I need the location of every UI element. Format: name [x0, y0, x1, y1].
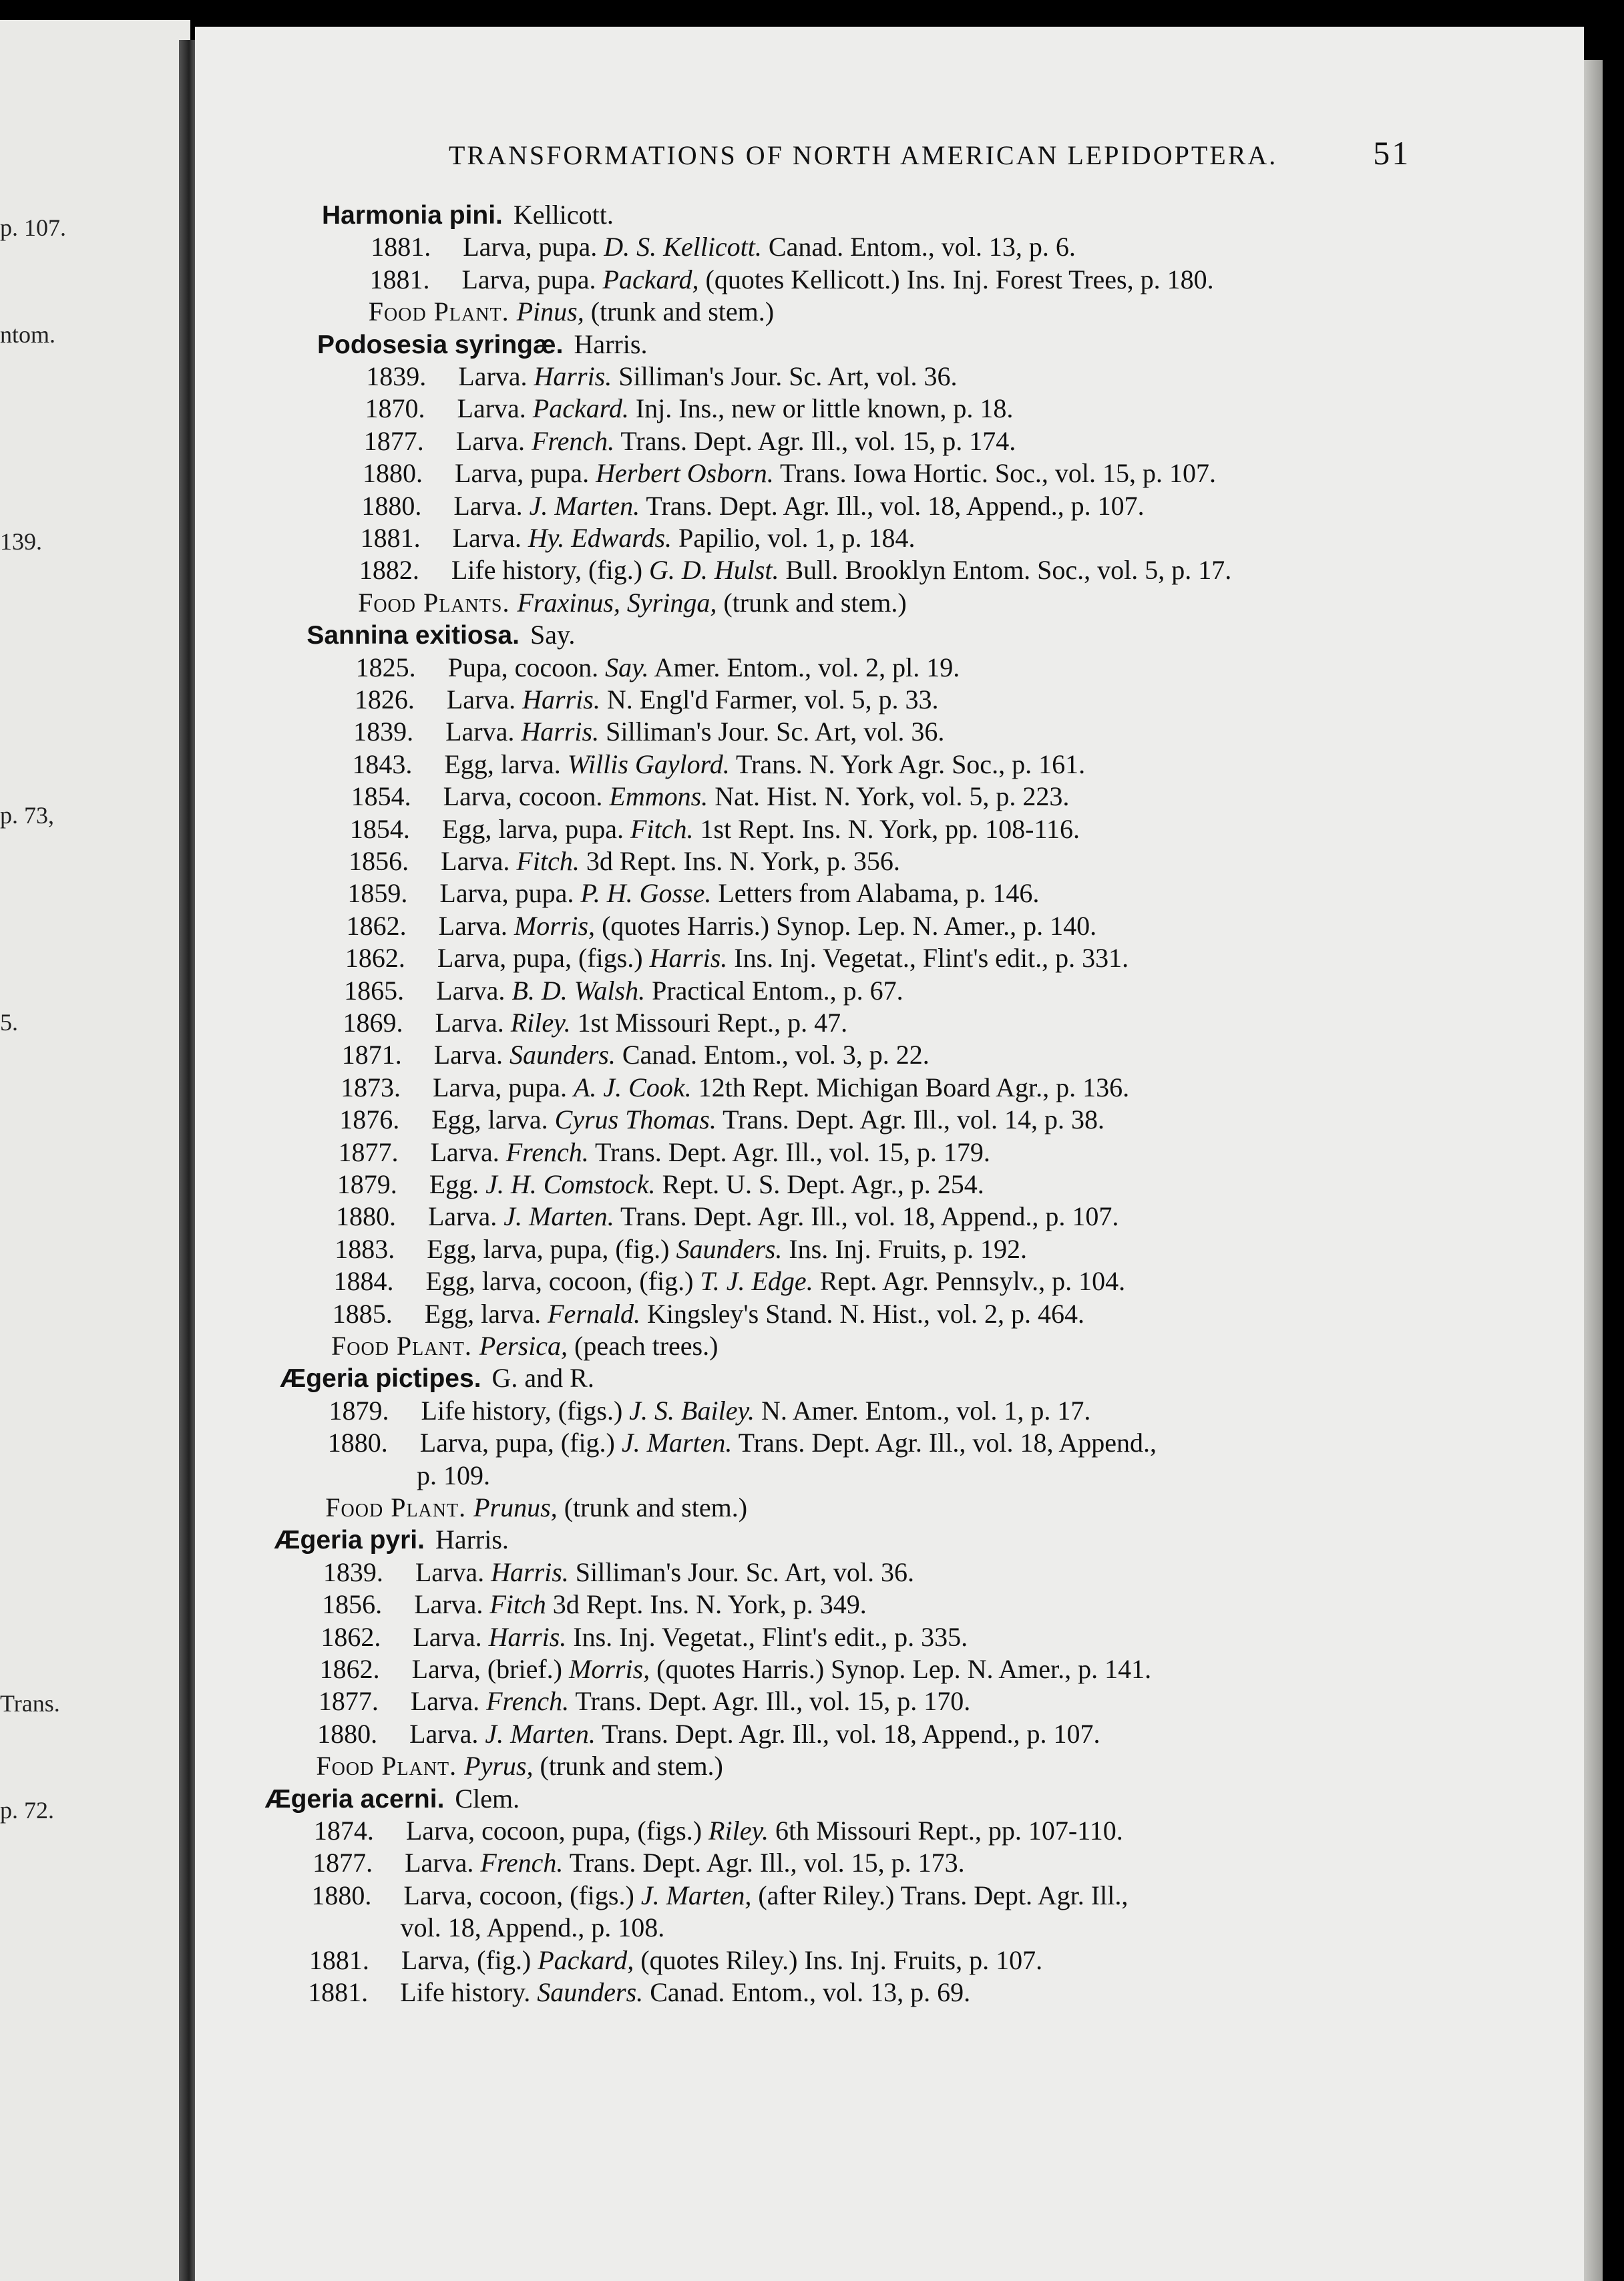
entry-observer: J. Marten.: [503, 1201, 614, 1232]
bibliography-entry: [311, 1881, 1128, 1910]
entry-reference: 12th Rept. Michigan Board Agr., p. 136.: [691, 1072, 1130, 1102]
entry-year: 1879.: [329, 1395, 389, 1426]
entry-stage: Larva.: [453, 490, 530, 521]
entry-year: 1882.: [359, 555, 419, 586]
entry-observer: Packard.: [532, 393, 629, 424]
bibliography-entry: [342, 1040, 930, 1070]
food-plant-note: (peach trees.): [568, 1331, 719, 1361]
bibliography-entry: [334, 1267, 1126, 1296]
species-author: Harris.: [574, 329, 648, 359]
left-page-fragment: p. 73,: [0, 802, 54, 829]
bibliography-entry: [336, 1202, 1119, 1231]
food-plant-name: Prunus,: [473, 1492, 558, 1522]
entry-year: 1856.: [322, 1589, 383, 1620]
bibliography-entry: [359, 556, 1231, 585]
entry-observer: Morris,: [514, 910, 596, 941]
bibliography-entry: [333, 1299, 1084, 1329]
entry-year: 1839.: [353, 716, 414, 747]
bibliography-entry: [345, 944, 1129, 973]
entry-stage: Egg, larva.: [424, 1298, 548, 1329]
entry-reference: Ins. Inj. Fruits, p. 192.: [782, 1233, 1028, 1264]
bibliography-entry: [351, 782, 1070, 811]
entry-reference: Inj. Ins., new or little known, p. 18.: [628, 393, 1014, 424]
entry-observer: Fitch.: [516, 846, 580, 876]
entry-observer: Harris.: [649, 943, 728, 974]
entry-reference: Trans. Dept. Agr. Ill., vol. 18, Append., p. 107.: [595, 1718, 1100, 1749]
entry-reference: Silliman's Jour. Sc. Art, vol. 36.: [612, 361, 958, 391]
entry-reference: Amer. Entom., vol. 2, pl. 19.: [648, 652, 960, 682]
entry-reference: Trans. Dept. Agr. Ill., vol. 15, p. 173.: [563, 1848, 965, 1878]
entry-observer: Fitch.: [630, 813, 694, 844]
entry-reference: (quotes Harris.) Synop. Lep. N. Amer., p. 140.: [595, 910, 1097, 941]
entry-observer: J. Marten,: [640, 1880, 752, 1910]
entry-stage: Life history, (figs.): [421, 1395, 630, 1426]
entry-observer: Herbert Osborn.: [596, 458, 774, 489]
entry-reference: Silliman's Jour. Sc. Art, vol. 36.: [599, 716, 945, 747]
entry-observer: Saunders.: [509, 1040, 616, 1070]
entry-observer: B. D. Walsh.: [512, 975, 646, 1006]
bibliography-entry: [361, 491, 1144, 521]
entry-stage: Larva, (brief.): [411, 1654, 569, 1684]
bibliography-entry: [347, 911, 1096, 941]
entry-year: 1870.: [365, 393, 425, 424]
running-title: TRANSFORMATIONS OF NORTH AMERICAN LEPIDOPTERA.: [449, 140, 1278, 170]
bibliography-entry: [320, 1655, 1152, 1684]
food-plant-label: Food Plants.: [358, 587, 518, 618]
entry-reference: Nat. Hist. N. York, vol. 5, p. 223.: [708, 781, 1070, 812]
entry-stage: Egg, larva.: [444, 749, 568, 779]
species-name: Podosesia syringæ.: [317, 330, 564, 359]
entry-observer: Harris.: [491, 1557, 569, 1587]
entry-year: 1854.: [349, 813, 410, 844]
entry-stage: Larva.: [414, 1589, 490, 1620]
bibliography-entry: [366, 362, 957, 391]
food-plant-note: (trunk and stem.): [584, 296, 775, 327]
entry-reference: 3d Rept. Ins. N. York, p. 356.: [579, 846, 900, 876]
entry-observer: J. Marten.: [485, 1718, 596, 1749]
entry-stage: Egg, larva.: [431, 1104, 555, 1135]
entry-reference: Trans. Dept. Agr. Ill., vol. 14, p. 38.: [716, 1104, 1104, 1135]
entry-reference: Practical Entom., p. 67.: [645, 975, 903, 1006]
species-author: Clem.: [455, 1783, 520, 1814]
entry-year: 1884.: [333, 1266, 394, 1297]
entry-stage: Larva, pupa.: [463, 232, 604, 262]
entry-year: 1856.: [349, 846, 409, 876]
entry-reference: (quotes Riley.) Ins. Inj. Fruits, p. 107.: [634, 1944, 1043, 1975]
entry-reference: Canad. Entom., vol. 13, p. 69.: [643, 1977, 971, 2007]
entry-reference: (quotes Kellicott.) Ins. Inj. Forest Trees, p. 180.: [698, 264, 1214, 294]
entry-observer: Harris.: [522, 684, 600, 714]
book-page: [195, 27, 1584, 2281]
food-plant-name: Pinus,: [516, 296, 584, 327]
food-plant-name: Pyrus,: [464, 1751, 534, 1782]
entry-reference: 1st Rept. Ins. N. York, pp. 108-116.: [693, 813, 1080, 844]
entry-stage: Egg.: [429, 1169, 486, 1199]
entry-stage: Larva, pupa.: [432, 1072, 574, 1102]
entry-stage: Larva.: [438, 910, 514, 941]
entry-year: 1885.: [332, 1298, 393, 1329]
entry-observer: Harris.: [534, 361, 612, 391]
entry-reference: Rept. U. S. Dept. Agr., p. 254.: [655, 1169, 984, 1199]
entry-year: 1871.: [341, 1040, 402, 1070]
entry-reference: Trans. Dept. Agr. Ill., vol. 15, p. 174.: [614, 425, 1016, 456]
entry-reference: Trans. Dept. Agr. Ill., vol. 18, Append.,: [732, 1428, 1157, 1458]
entry-reference: Trans. Iowa Hortic. Soc., vol. 15, p. 107.: [773, 458, 1216, 489]
entry-reference: 6th Missouri Rept., pp. 107-110.: [769, 1816, 1123, 1846]
bibliography-entry: [370, 265, 1214, 294]
left-page-fragment: p. 107.: [0, 214, 66, 241]
left-page-fragment: Trans.: [0, 1690, 60, 1717]
bibliography-entry: [365, 394, 1014, 423]
bibliography-entry: [371, 232, 1076, 262]
bibliography-entry: [350, 815, 1080, 844]
entry-stage: Egg, larva, pupa, (fig.): [427, 1233, 676, 1264]
bibliography-entry: [364, 427, 1016, 456]
entry-stage: Larva.: [436, 975, 512, 1006]
species-name: Ægeria acerni.: [264, 1784, 445, 1814]
species-author: Say.: [530, 620, 576, 650]
entry-stage: Larva, pupa.: [455, 458, 596, 489]
entry-observer: Harris.: [521, 716, 600, 747]
entry-stage: Life history.: [400, 1977, 538, 2007]
species-heading: [307, 620, 575, 650]
entry-continuation: [401, 1913, 665, 1942]
entry-stage: Larva, pupa, (figs.): [437, 943, 650, 974]
entry-reference: Trans. N. York Agr. Soc., p. 161.: [729, 749, 1086, 779]
entry-observer: Harris.: [488, 1621, 567, 1652]
entry-observer: Fitch: [489, 1589, 546, 1620]
entry-continuation: [417, 1461, 490, 1490]
entry-stage: Life history, (fig.): [451, 555, 650, 586]
entry-year: 1825.: [355, 652, 416, 682]
entry-year: 1876.: [339, 1104, 400, 1135]
entry-year: 1854.: [351, 781, 411, 812]
entry-stage: Larva, pupa, (fig.): [419, 1428, 622, 1458]
bibliography-entry: [308, 1978, 970, 2007]
entry-observer: Saunders.: [537, 1977, 644, 2007]
food-plant-note: (trunk and stem.): [557, 1492, 748, 1522]
entry-year: 1862.: [346, 910, 407, 941]
food-plant-line: [358, 588, 907, 618]
bibliography-entry: [317, 1719, 1100, 1749]
entry-stage: Larva.: [435, 1008, 511, 1038]
entry-stage: Larva.: [410, 1686, 487, 1717]
entry-reference: Trans. Dept. Agr. Ill., vol. 15, p. 179.: [588, 1136, 990, 1167]
page-edge: [1584, 60, 1603, 2281]
entry-reference: Silliman's Jour. Sc. Art, vol. 36.: [568, 1557, 915, 1587]
entry-year: 1877.: [318, 1686, 379, 1717]
bibliography-entry: [347, 879, 1039, 908]
left-page-fragment: p. 72.: [0, 1797, 54, 1824]
entry-year: 1883.: [335, 1233, 395, 1264]
food-plant-label: Food Plant.: [316, 1751, 465, 1782]
entry-year: 1881.: [360, 523, 421, 553]
bibliography-entry: [319, 1687, 970, 1716]
running-header: [449, 134, 1410, 172]
entry-observer: French.: [532, 425, 615, 456]
food-plant-name: Fraxinus, Syringa,: [517, 587, 717, 618]
food-plant-note: (trunk and stem.): [717, 587, 907, 618]
entry-observer: D. S. Kellicott.: [604, 232, 762, 262]
left-page-fragment: 5.: [0, 1009, 18, 1036]
entry-observer: French.: [486, 1686, 570, 1717]
entry-year: 1880.: [335, 1201, 396, 1232]
entry-observer: Packard,: [602, 264, 699, 294]
species-author: G. and R.: [491, 1363, 594, 1394]
entry-reference: Trans. Dept. Agr. Ill., vol. 18, Append., p. 107.: [640, 490, 1145, 521]
entry-year: 1879.: [337, 1169, 397, 1199]
species-author: Kellicott.: [513, 200, 614, 230]
entry-year: 1880.: [363, 458, 423, 489]
entry-reference: 1st Missouri Rept., p. 47.: [570, 1008, 848, 1038]
left-page-fragment: 139.: [0, 528, 42, 555]
food-plant-line: [331, 1331, 718, 1361]
entry-stage: Egg, larva, cocoon, (fig.): [425, 1266, 700, 1297]
entry-observer: Hy. Edwards.: [528, 523, 672, 553]
food-plant-line: [325, 1493, 747, 1522]
entry-reference: Letters from Alabama, p. 146.: [711, 878, 1040, 909]
entry-stage: Larva.: [458, 361, 534, 391]
entry-stage: Larva.: [427, 1201, 504, 1232]
entry-observer: Saunders.: [676, 1233, 783, 1264]
entry-stage: Larva.: [409, 1718, 485, 1749]
entry-observer: French.: [480, 1848, 564, 1878]
entry-reference: Trans. Dept. Agr. Ill., vol. 15, p. 170.: [569, 1686, 971, 1717]
species-heading: [280, 1364, 594, 1394]
entry-year: 1826.: [354, 684, 415, 714]
entry-reference: 3d Rept. Ins. N. York, p. 349.: [546, 1589, 867, 1620]
food-plant-note: (trunk and stem.): [533, 1751, 723, 1782]
entry-year: 1869.: [343, 1008, 403, 1038]
entry-year: 1881.: [371, 232, 431, 262]
entry-reference-continued: vol. 18, Append., p. 108.: [400, 1912, 665, 1943]
bibliography-entry: [335, 1235, 1027, 1264]
entry-stage: Larva.: [452, 523, 528, 553]
entry-observer: Emmons.: [609, 781, 708, 812]
entry-year: 1880.: [361, 490, 422, 521]
bibliography-entry: [329, 1396, 1091, 1426]
bibliography-entry: [323, 1558, 914, 1587]
entry-observer: J. S. Bailey.: [629, 1395, 755, 1426]
entry-reference: Kingsley's Stand. N. Hist., vol. 2, p. 464.: [640, 1298, 1084, 1329]
entry-year: 1862.: [321, 1621, 381, 1652]
bibliography-entry: [328, 1428, 1157, 1458]
entry-year: 1880.: [327, 1428, 388, 1458]
entry-reference-continued: p. 109.: [417, 1460, 491, 1490]
bibliography-entry: [356, 653, 960, 682]
entry-year: 1843.: [352, 749, 413, 779]
entry-reference: Papilio, vol. 1, p. 184.: [672, 523, 916, 553]
species-name: Ægeria pyri.: [274, 1526, 425, 1555]
entry-year: 1874.: [313, 1816, 374, 1846]
entry-observer: Fernald.: [548, 1298, 640, 1329]
entry-stage: Larva, (fig.): [401, 1944, 538, 1975]
entry-observer: Packard,: [538, 1944, 634, 1975]
entry-reference: Canad. Entom., vol. 3, p. 22.: [615, 1040, 930, 1070]
entry-year: 1881.: [309, 1944, 369, 1975]
entry-year: 1839.: [366, 361, 427, 391]
food-plant-label: Food Plant.: [368, 296, 517, 327]
entry-observer: J. Marten.: [621, 1428, 733, 1458]
bibliography-entry: [314, 1816, 1123, 1846]
bibliography-entry: [322, 1590, 867, 1619]
bibliography-entry: [352, 750, 1085, 779]
entry-year: 1839.: [323, 1557, 383, 1587]
entry-year: 1877.: [313, 1848, 373, 1878]
entry-reference: Ins. Inj. Vegetat., Flint's edit., p. 335.: [566, 1621, 968, 1652]
bibliography-entry: [361, 524, 916, 553]
entry-observer: Riley.: [708, 1816, 769, 1846]
bibliography-entry: [339, 1105, 1104, 1134]
entry-stage: Larva.: [446, 684, 523, 714]
entry-stage: Larva.: [405, 1848, 481, 1878]
entry-observer: Cyrus Thomas.: [554, 1104, 717, 1135]
entry-observer: J. H. Comstock.: [485, 1169, 656, 1199]
entry-observer: Say.: [605, 652, 649, 682]
entry-stage: Larva, cocoon, pupa, (figs.): [405, 1816, 709, 1846]
bibliography-entry: [341, 1073, 1129, 1102]
entry-stage: Larva.: [445, 716, 522, 747]
bibliography-entry: [321, 1623, 968, 1652]
entry-observer: French.: [505, 1136, 589, 1167]
left-page-fragment: ntom.: [0, 321, 56, 348]
entry-observer: Morris,: [569, 1654, 650, 1684]
species-author: Harris.: [435, 1524, 509, 1555]
bibliography-entry: [353, 717, 944, 747]
entry-reference: Trans. Dept. Agr. Ill., vol. 18, Append., p. 107.: [614, 1201, 1119, 1232]
entry-observer: G. D. Hulst.: [649, 555, 779, 586]
entry-year: 1873.: [340, 1072, 401, 1102]
entry-observer: Willis Gaylord.: [567, 749, 730, 779]
bibliography-entry: [355, 685, 939, 714]
entry-observer: J. Marten.: [529, 490, 640, 521]
entry-year: 1865.: [344, 975, 405, 1006]
species-name: Ægeria pictipes.: [280, 1364, 481, 1394]
entry-year: 1880.: [317, 1718, 378, 1749]
bibliography-entry: [313, 1848, 964, 1878]
species-heading: [274, 1525, 509, 1555]
bibliography-entry: [343, 1008, 847, 1038]
entry-stage: Larva.: [455, 425, 532, 456]
entry-reference: N. Engl'd Farmer, vol. 5, p. 33.: [600, 684, 939, 714]
entry-year: 1859.: [347, 878, 408, 909]
entry-stage: Larva.: [413, 1621, 489, 1652]
entry-stage: Larva.: [441, 846, 517, 876]
entry-year: 1880.: [311, 1880, 372, 1910]
entry-year: 1862.: [345, 943, 405, 974]
bibliography-entry: [338, 1138, 990, 1167]
entry-reference: Rept. Agr. Pennsylv., p. 104.: [813, 1266, 1126, 1297]
species-heading: [317, 330, 647, 360]
entry-stage: Larva, cocoon, (figs.): [403, 1880, 641, 1910]
entry-observer: P. H. Gosse.: [580, 878, 712, 909]
species-name: Sannina exitiosa.: [307, 621, 520, 650]
entry-observer: Riley.: [510, 1008, 571, 1038]
entry-stage: Larva, pupa.: [461, 264, 603, 294]
bibliography-entry: [344, 976, 903, 1006]
bibliography-entry: [337, 1170, 984, 1199]
bibliography-entry: [363, 459, 1216, 488]
food-plant-name: Persica,: [479, 1331, 568, 1361]
food-plant-label: Food Plant.: [325, 1492, 474, 1522]
entry-reference: Canad. Entom., vol. 13, p. 6.: [761, 232, 1076, 262]
entry-observer: T. J. Edge.: [700, 1266, 813, 1297]
entry-stage: Pupa, cocoon.: [447, 652, 606, 682]
entry-stage: Larva, cocoon.: [443, 781, 610, 812]
page-number: 51: [1373, 134, 1411, 172]
entry-year: 1877.: [338, 1136, 399, 1167]
entry-year: 1862.: [319, 1654, 380, 1684]
bibliography-entry: [349, 847, 900, 876]
left-page-edge: [0, 20, 190, 2281]
entry-year: 1881.: [308, 1977, 369, 2007]
entry-stage: Larva, pupa.: [439, 878, 581, 909]
food-plant-line: [316, 1751, 723, 1781]
species-name: Harmonia pini.: [322, 201, 503, 230]
bibliography-entry: [309, 1946, 1042, 1975]
entry-reference: N. Amer. Entom., vol. 1, p. 17.: [755, 1395, 1091, 1426]
species-heading: [322, 200, 614, 230]
entry-year: 1877.: [363, 425, 424, 456]
entry-reference: Ins. Inj. Vegetat., Flint's edit., p. 331.: [727, 943, 1129, 974]
entry-stage: Larva.: [430, 1136, 506, 1167]
entry-reference: (quotes Harris.) Synop. Lep. N. Amer., p. 141.: [650, 1654, 1152, 1684]
food-plant-label: Food Plant.: [331, 1331, 479, 1361]
entry-stage: Larva.: [415, 1557, 491, 1587]
food-plant-line: [369, 297, 774, 327]
entry-reference: Bull. Brooklyn Entom. Soc., vol. 5, p. 17.: [779, 555, 1232, 586]
entry-stage: Larva.: [457, 393, 533, 424]
entry-stage: Larva.: [433, 1040, 510, 1070]
entry-stage: Egg, larva, pupa.: [441, 813, 631, 844]
species-heading: [265, 1784, 520, 1814]
entry-year: 1881.: [369, 264, 430, 294]
entry-observer: A. J. Cook.: [573, 1072, 692, 1102]
entry-reference: (after Riley.) Trans. Dept. Agr. Ill.,: [751, 1880, 1129, 1910]
